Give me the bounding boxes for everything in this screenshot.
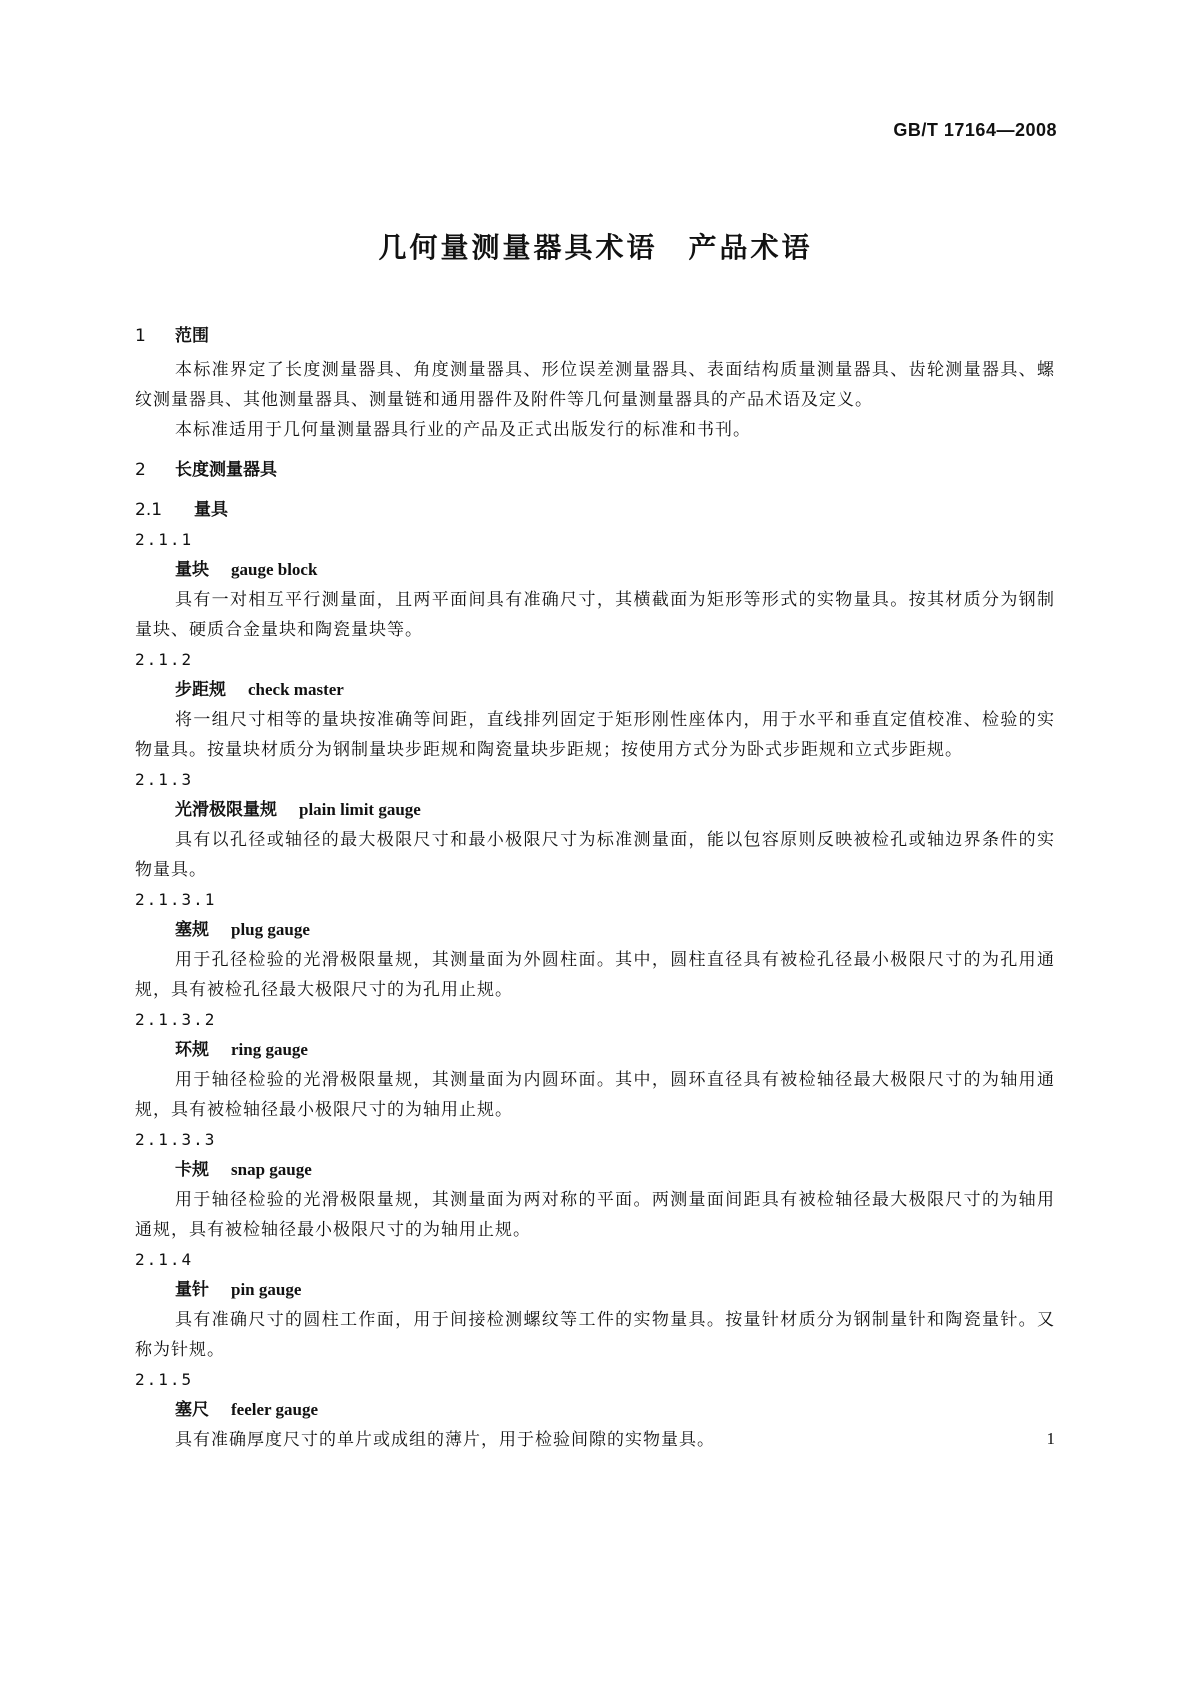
term-entry bbox=[135, 1005, 1055, 1125]
term-english: ring gauge bbox=[231, 1040, 308, 1059]
section-title: 长度测量器具 bbox=[175, 460, 277, 480]
term-number: 2.1.1 bbox=[135, 530, 194, 549]
section-number: 2 bbox=[135, 460, 146, 480]
term-number: 2.1.2 bbox=[135, 650, 194, 669]
term-heading bbox=[135, 675, 1055, 705]
term-chinese: 光滑极限量规 bbox=[175, 800, 277, 820]
term-heading bbox=[135, 555, 1055, 585]
term-entry bbox=[135, 525, 1055, 645]
subsection-title: 量具 bbox=[194, 500, 228, 520]
term-english: check master bbox=[248, 680, 344, 699]
section-number: 1 bbox=[135, 326, 146, 346]
term-english: feeler gauge bbox=[231, 1400, 319, 1419]
term-number: 2.1.3.1 bbox=[135, 890, 217, 909]
term-number: 2.1.3.2 bbox=[135, 1010, 217, 1029]
page-number: 1 bbox=[1046, 1429, 1055, 1448]
term-heading bbox=[135, 1035, 1055, 1065]
term-chinese: 量块 bbox=[175, 560, 209, 580]
term-definition: 具有准确厚度尺寸的单片或成组的薄片，用于检验间隙的实物量具。 bbox=[175, 1430, 715, 1450]
term-definition: 将一组尺寸相等的量块按准确等间距，直线排列固定于矩形刚性座体内，用于水平和垂直定值校准、检验的实物量具。按量块材质分为钢制量块步距规和陶瓷量块步距规；按使用方式分为卧式步距规和立式步距规。 bbox=[135, 710, 1055, 760]
term-definition: 用于轴径检验的光滑极限量规，其测量面为内圆环面。其中，圆环直径具有被检轴径最大极限尺寸的为轴用通规，具有被检轴径最小极限尺寸的为轴用止规。 bbox=[135, 1070, 1055, 1120]
term-chinese: 塞规 bbox=[175, 920, 209, 940]
document-title: 几何量测量器具术语 产品术语 bbox=[378, 231, 813, 264]
term-english: snap gauge bbox=[231, 1160, 312, 1179]
section-heading-scope bbox=[135, 321, 1055, 351]
term-number: 2.1.4 bbox=[135, 1250, 194, 1269]
term-definition: 用于轴径检验的光滑极限量规，其测量面为两对称的平面。两测量面间距具有被检轴径最大极限尺寸的为轴用通规，具有被检轴径最小极限尺寸的为轴用止规。 bbox=[135, 1190, 1055, 1240]
term-chinese: 塞尺 bbox=[175, 1400, 209, 1420]
term-english: plug gauge bbox=[231, 920, 310, 939]
term-number: 2.1.5 bbox=[135, 1370, 194, 1389]
term-number: 2.1.3.3 bbox=[135, 1130, 217, 1149]
term-heading bbox=[135, 915, 1055, 945]
term-definition: 具有以孔径或轴径的最大极限尺寸和最小极限尺寸为标准测量面，能以包容原则反映被检孔或轴边界条件的实物量具。 bbox=[135, 830, 1055, 880]
term-chinese: 量针 bbox=[175, 1280, 209, 1300]
section-heading-length-instruments bbox=[135, 455, 1055, 485]
section-title: 范围 bbox=[175, 326, 209, 346]
scope-paragraph: 本标准界定了长度测量器具、角度测量器具、形位误差测量器具、表面结构质量测量器具、齿轮测量器具、螺纹测量器具、其他测量器具、测量链和通用器件及附件等几何量测量器具的产品术语及定义。 bbox=[135, 360, 1055, 410]
subsection-heading-gauges bbox=[135, 495, 1055, 525]
term-entry bbox=[135, 645, 1055, 765]
term-definition: 具有准确尺寸的圆柱工作面，用于间接检测螺纹等工件的实物量具。按量针材质分为钢制量针和陶瓷量针。又称为针规。 bbox=[135, 1310, 1055, 1360]
term-entry bbox=[135, 1245, 1055, 1365]
scope-paragraph: 本标准适用于几何量测量器具行业的产品及正式出版发行的标准和书刊。 bbox=[175, 420, 751, 440]
term-chinese: 环规 bbox=[175, 1040, 209, 1060]
term-entry bbox=[135, 765, 1055, 885]
term-number: 2.1.3 bbox=[135, 770, 194, 789]
term-heading bbox=[135, 795, 1055, 825]
term-chinese: 卡规 bbox=[175, 1160, 209, 1180]
term-heading bbox=[135, 1395, 1055, 1425]
term-definition: 具有一对相互平行测量面，且两平面间具有准确尺寸，其横截面为矩形等形式的实物量具。按其材质分为钢制量块、硬质合金量块和陶瓷量块等。 bbox=[135, 590, 1055, 640]
term-english: plain limit gauge bbox=[299, 800, 421, 819]
term-definition: 用于孔径检验的光滑极限量规，其测量面为外圆柱面。其中，圆柱直径具有被检孔径最小极限尺寸的为孔用通规，具有被检孔径最大极限尺寸的为孔用止规。 bbox=[135, 950, 1055, 1000]
term-heading bbox=[135, 1275, 1055, 1305]
term-english: pin gauge bbox=[231, 1280, 302, 1299]
document-body bbox=[135, 321, 1055, 1455]
subsection-number: 2.1 bbox=[135, 500, 163, 520]
term-entry bbox=[135, 885, 1055, 1005]
term-entry bbox=[135, 1125, 1055, 1245]
term-heading bbox=[135, 1155, 1055, 1185]
standard-code: GB/T 17164—2008 bbox=[893, 120, 1057, 140]
term-chinese: 步距规 bbox=[175, 680, 226, 700]
term-english: gauge block bbox=[231, 560, 318, 579]
term-entry bbox=[135, 1365, 1055, 1455]
